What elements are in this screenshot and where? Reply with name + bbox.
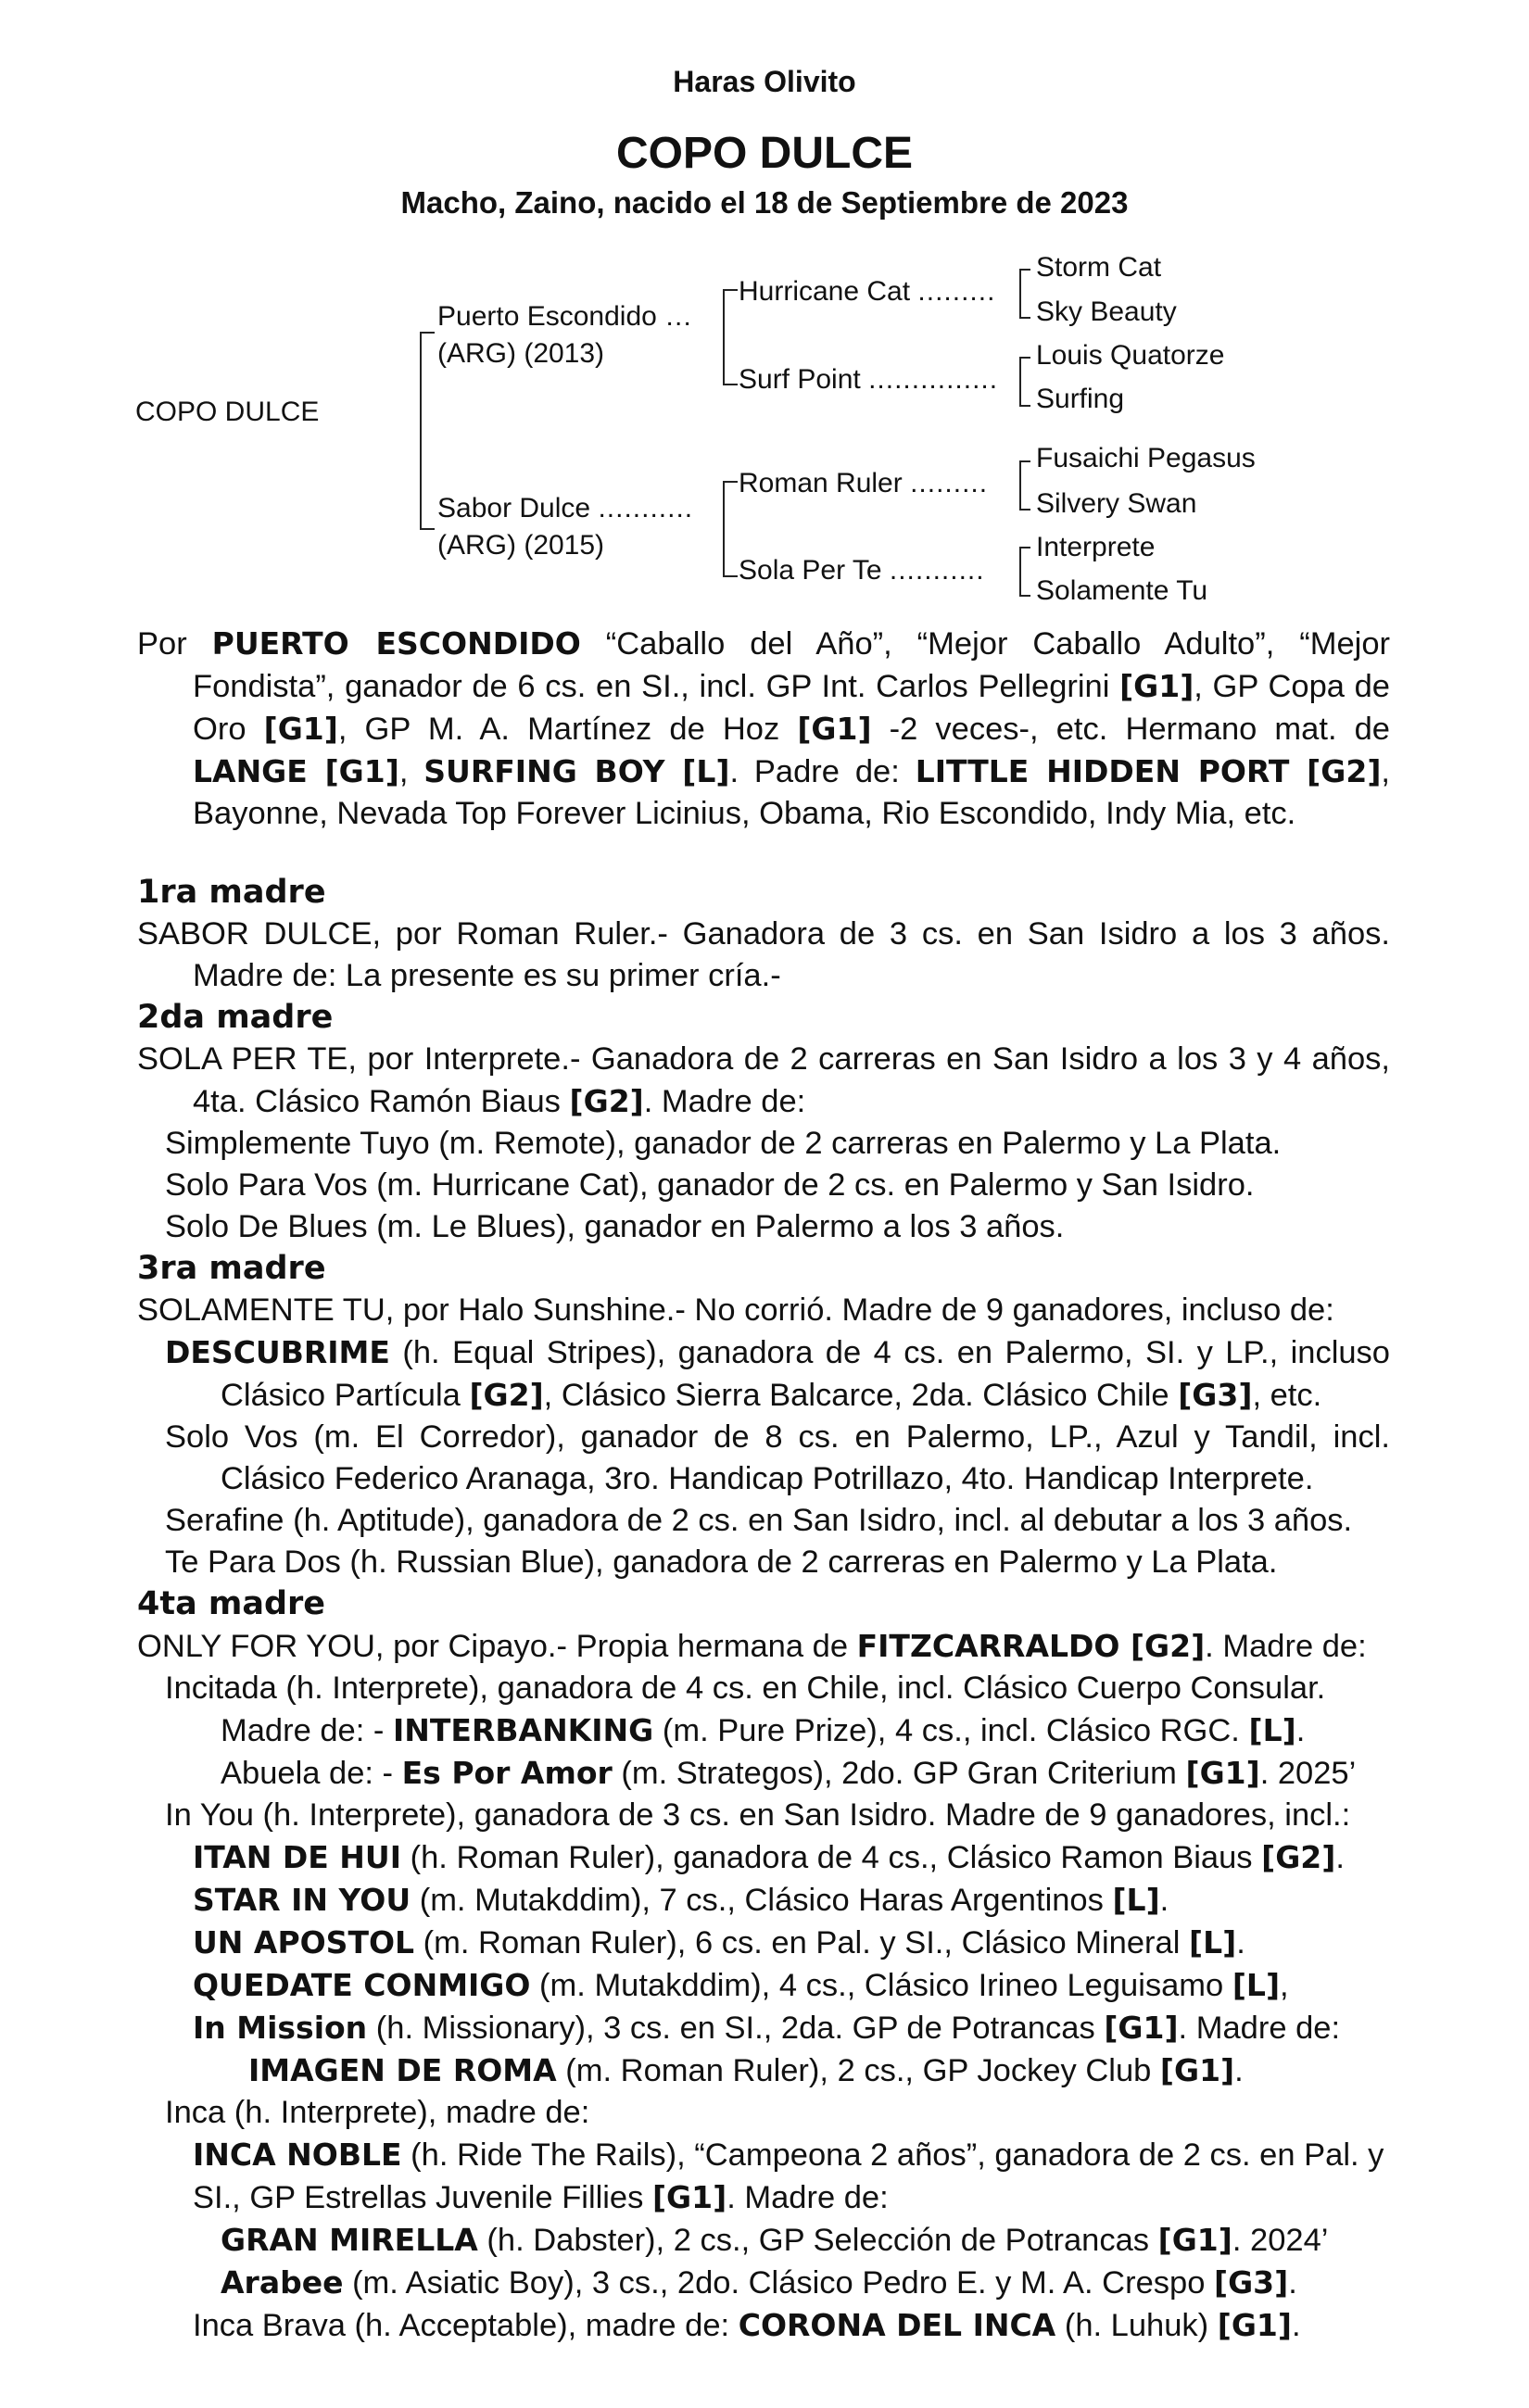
pedigree-bracket	[1019, 357, 1030, 407]
list-item: STAR IN YOU (m. Mutakddim), 7 cs., Clásico Haras Argentinos [L].	[193, 1882, 1169, 1918]
pedigree-sire: Puerto Escondido …	[437, 301, 694, 332]
pedigree-dam: Sabor Dulce ...........	[437, 493, 694, 523]
pedigree-ggp: Fusaichi Pegasus	[1036, 443, 1256, 473]
pedigree-ggp: Solamente Tu	[1036, 575, 1208, 606]
list-item: GRAN MIRELLA (h. Dabster), 2 cs., GP Selección de Potrancas [G1]. 2024’	[221, 2222, 1329, 2258]
pedigree-bracket	[723, 481, 738, 577]
pedigree-subject: COPO DULCE	[135, 397, 320, 427]
list-item: INCA NOBLE (h. Ride The Rails), “Campeona 2 años”, ganadora de 2 cs. en Pal. y SI., GP Estrellas Juvenile Fillies [G1]. Madre de:	[193, 2137, 1384, 2215]
pedigree-bracket	[420, 332, 435, 530]
pedigree-bracket	[1019, 460, 1030, 511]
pedigree-dam-origin: (ARG) (2015)	[437, 530, 605, 561]
sire-paragraph: Por PUERTO ESCONDIDO “Caballo del Año”, “Mejor Caballo Adulto”, “Mejor Fondista”, ganador de 6 cs. en SI., incl. GP Int. Carlos Pellegrini [G1], GP Copa de Oro [G1], GP M. A. Martínez de Hoz [G1] -2 veces-, etc. Hermano mat. de LANGE [G1], SURFING BOY [L]. Padre de: LITTLE HIDDEN PORT [G2], Bayonne, Nevada Top Forever Licinius, Obama, Rio Escondido, Indy Mia, etc.	[137, 625, 1391, 831]
list-item: Arabee (m. Asiatic Boy), 3 cs., 2do. Clásico Pedro E. y M. A. Crespo [G3].	[221, 2264, 1297, 2301]
madre1-text: SABOR DULCE, por Roman Ruler.- Ganadora de 3 cs. en San Isidro a los 3 años. Madre de: La presente es su primer cría.-	[137, 916, 1390, 993]
section-title: 2da madre	[137, 999, 334, 1036]
pedigree-ggp: Louis Quatorze	[1036, 340, 1225, 371]
catalog-body	[137, 623, 1390, 2347]
pedigree-ggp: Sky Beauty	[1036, 296, 1177, 327]
list-item: Inca (h. Interprete), madre de:	[165, 2095, 590, 2130]
list-item: DESCUBRIME (h. Equal Stripes), ganadora de 4 cs. en Palermo, SI. y LP., incluso Clásico Partícula [G2], Clásico Sierra Balcarce, 2da. Clásico Chile [G3], etc.	[165, 1334, 1390, 1413]
pedigree-ggp: Surfing	[1036, 384, 1125, 414]
list-item: Madre de: - INTERBANKING (m. Pure Prize), 4 cs., incl. Clásico RGC. [L].	[221, 1712, 1306, 1748]
pedigree-ggp: Silvery Swan	[1036, 488, 1197, 519]
pedigree-bracket	[1019, 269, 1030, 319]
list-item: IMAGEN DE ROMA (m. Roman Ruler), 2 cs., GP Jockey Club [G1].	[248, 2052, 1244, 2088]
list-item: In You (h. Interprete), ganadora de 3 cs. en San Isidro. Madre de 9 ganadores, incl.:	[165, 1797, 1351, 1833]
pedigree-dam-sire: Roman Ruler .........	[739, 468, 989, 498]
madre4-text: ONLY FOR YOU, por Cipayo.- Propia hermana de FITZCARRALDO [G2]. Madre de:	[137, 1628, 1367, 1664]
pedigree-ggp: Storm Cat	[1036, 252, 1162, 283]
list-item: Simplemente Tuyo (m. Remote), ganador de 2 carreras en Palermo y La Plata.	[165, 1126, 1282, 1161]
list-item: Solo De Blues (m. Le Blues), ganador en Palermo a los 3 años.	[165, 1209, 1065, 1244]
pedigree-ggp: Interprete	[1036, 532, 1156, 562]
list-item: Abuela de: - Es Por Amor (m. Strategos), 2do. GP Gran Criterium [G1]. 2025’	[221, 1755, 1357, 1791]
pedigree-bracket	[723, 289, 738, 385]
section-title: 1ra madre	[137, 874, 326, 911]
pedigree-sire-sire: Hurricane Cat .........	[739, 276, 996, 307]
list-item: Te Para Dos (h. Russian Blue), ganadora de 2 carreras en Palermo y La Plata.	[165, 1544, 1278, 1580]
farm-name: Haras Olivito	[673, 65, 856, 98]
pedigree-sire-dam: Surf Point ...............	[739, 364, 999, 395]
list-item: Inca Brava (h. Acceptable), madre de: CORONA DEL INCA (h. Luhuk) [G1].	[193, 2307, 1301, 2343]
madre2-text: SOLA PER TE, por Interprete.- Ganadora de 2 carreras en San Isidro a los 3 y 4 años, 4ta. Clásico Ramón Biaus [G2]. Madre de:	[137, 1041, 1390, 1119]
list-item: Incitada (h. Interprete), ganadora de 4 cs. en Chile, incl. Clásico Cuerpo Consular.	[165, 1670, 1326, 1706]
section-title: 4ta madre	[137, 1585, 326, 1622]
horse-title: COPO DULCE	[615, 129, 913, 178]
list-item: UN APOSTOL (m. Roman Ruler), 6 cs. en Pal. y SI., Clásico Mineral [L].	[193, 1924, 1245, 1960]
list-item: ITAN DE HUI (h. Roman Ruler), ganadora de 4 cs., Clásico Ramon Biaus [G2].	[193, 1839, 1345, 1875]
pedigree-dam-dam: Sola Per Te ...........	[739, 555, 985, 586]
madre3-text: SOLAMENTE TU, por Halo Sunshine.- No corrió. Madre de 9 ganadores, incluso de:	[137, 1292, 1334, 1328]
section-title: 3ra madre	[137, 1250, 326, 1287]
list-item: In Mission (h. Missionary), 3 cs. en SI., 2da. GP de Potrancas [G1]. Madre de:	[193, 2010, 1341, 2046]
horse-description: Macho, Zaino, nacido el 18 de Septiembre de 2023	[400, 185, 1129, 220]
list-item: Serafine (h. Aptitude), ganadora de 2 cs. en San Isidro, incl. al debutar a los 3 años.	[165, 1503, 1353, 1538]
list-item: Solo Vos (m. El Corredor), ganador de 8 cs. en Palermo, LP., Azul y Tandil, incl. Clásico Federico Aranaga, 3ro. Handicap Potrillazo, 4to. Handicap Interprete.	[165, 1419, 1390, 1496]
pedigree-sire-origin: (ARG) (2013)	[437, 338, 605, 369]
list-item: Solo Para Vos (m. Hurricane Cat), ganador de 2 cs. en Palermo y San Isidro.	[165, 1167, 1255, 1203]
list-item: QUEDATE CONMIGO (m. Mutakddim), 4 cs., Clásico Irineo Leguisamo [L],	[193, 1967, 1289, 2003]
pedigree-bracket	[1019, 547, 1030, 597]
